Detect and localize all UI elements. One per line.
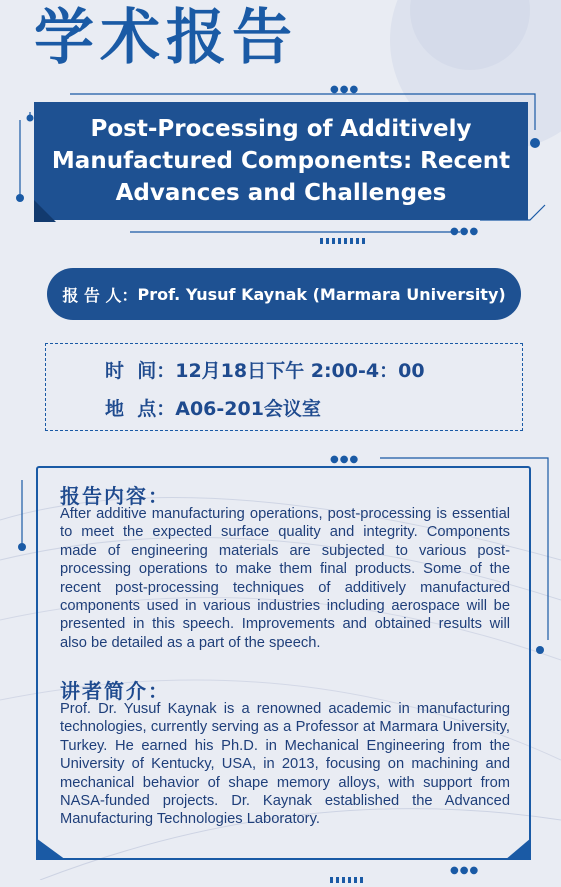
bars-decoration [320,229,370,235]
dots-decoration-content: ●●● [330,454,360,465]
dots-decoration-right: ●●● [450,226,480,237]
time-row [105,356,425,383]
talk-title-line-2: Manufactured Components: Recent [51,148,511,174]
talk-title-line-3: Advances and Challenges [115,180,447,206]
bars-decoration-bottom [330,868,380,874]
speaker-name: Prof. Yusuf Kaynak (Marmara University) [137,284,506,304]
place-label: 地 点： [105,398,176,420]
dots-decoration-top: ●●● [330,84,360,95]
page-title: 学术报告 [34,3,298,73]
bio-heading: 讲者简介： [60,679,170,703]
bio-text: Prof. Dr. Yusuf Kaynak is a renowned academic in manufacturing technologies, currently serving as a Professor at Marmara University, Turkey. He earned his Ph.D. in Mechanical Engineering from the University of Kentucky, USA, in 2013, focusing on machining and mechanical behavior of shape memory alloys, with support from NASA-funded projects. Dr. Kaynak established the Advanced Manufacturing Technologies Laboratory. [60,701,510,828]
time-value: 12月18日下午 2:00-4：00 [175,360,425,382]
talk-title-box [34,102,528,220]
abstract-text: After additive manufacturing operations, post-processing is essential to meet the expected surface quality and integrity. Components made of engineering materials are subjected to various post-processing operations to make them final products. Some of the recent post-processing techniques of additively manufactured components used in various industries including aerospace will be presented in this speech. Improvements and obtained results will also be detailed as a part of the speech. [60,506,510,651]
time-label: 时 间： [105,360,176,382]
speaker-banner [47,268,521,320]
place-row [105,394,321,421]
speaker-label: 报 告 人： [62,285,138,305]
place-value: A06-201会议室 [175,398,321,420]
title-box-corner-decoration [34,200,56,222]
dots-decoration-bottom: ●●● [450,865,480,876]
abstract-heading: 报告内容： [60,484,170,508]
talk-title-line-1: Post-Processing of Additively [90,116,472,142]
